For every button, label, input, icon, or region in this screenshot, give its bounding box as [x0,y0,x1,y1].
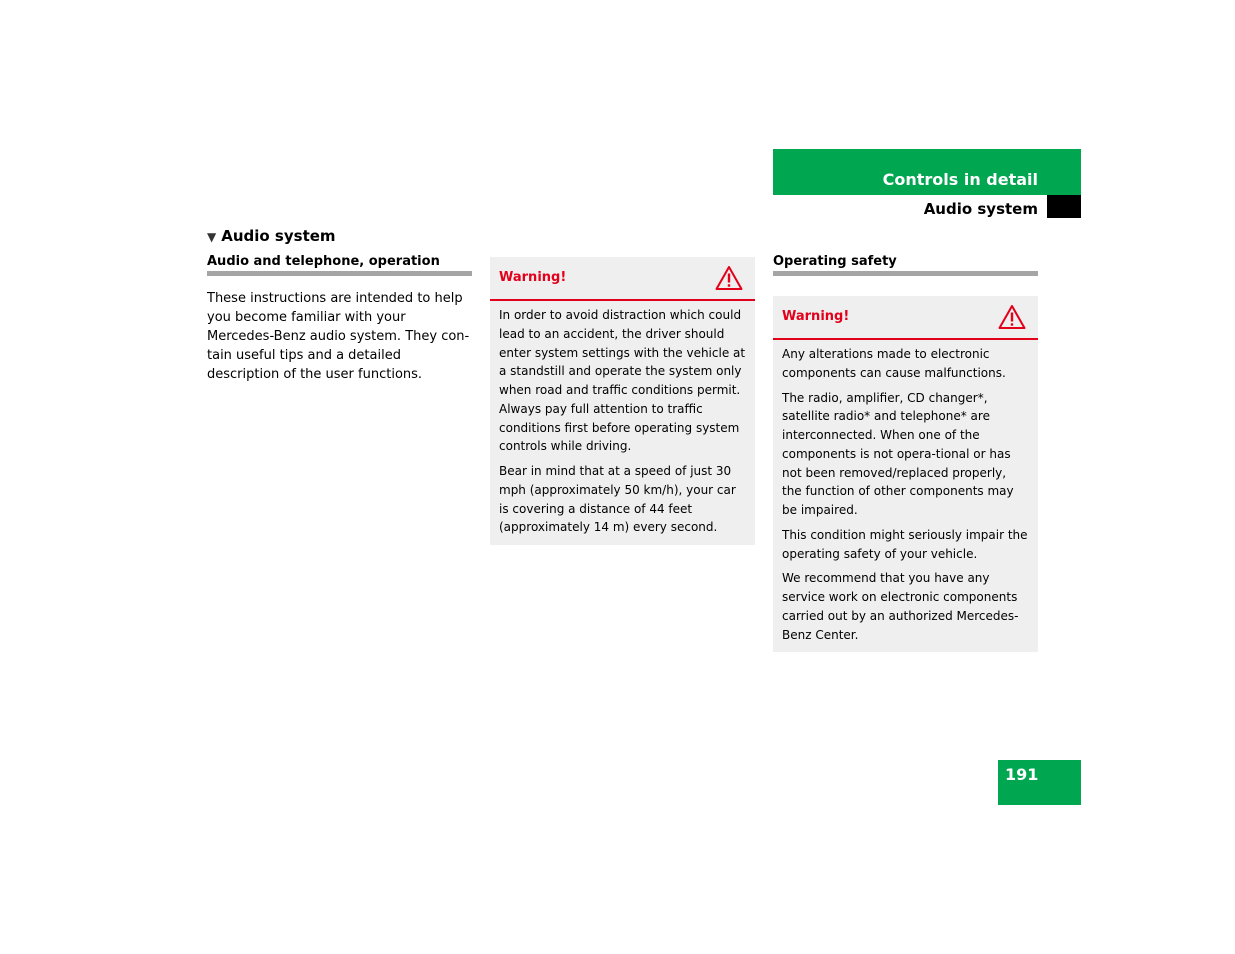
warning-label: Warning! [499,270,567,285]
subheading-operation: Audio and telephone, operation [207,254,440,269]
chapter-title: Controls in detail [882,170,1038,189]
warning-paragraph: In order to avoid distraction which could lead to an accident, the driver should enter system settings with the vehicle at a standstill and operate the system only when road and traffic conditions permit. Always pay full attention to traffic conditions first before operating system controls while driving. [499,308,746,454]
warning-triangle-icon [715,265,743,291]
warning-paragraph: We recommend that you have any service work on electronic components carried out by an authorized Mercedes-Benz Center. [782,571,1019,642]
warning-body [490,301,755,545]
subheading-rule [773,271,1038,276]
section-tab-marker [1047,195,1081,218]
warning-box-distraction [490,257,755,545]
column-intro [207,254,472,384]
warning-paragraph: This condition might seriously impair the operating safety of your vehicle. [782,527,1028,561]
warning-paragraph: Any alterations made to electronic components can cause malfunctions. [782,347,1006,380]
page-number: 191 [1005,765,1039,784]
warning-triangle-icon [998,304,1026,330]
triangle-down-icon: ▼ [207,230,217,244]
intro-paragraph: These instructions are intended to help you become familiar with your Mercedes-Benz audio system. They con-tain useful tips and a detailed description of the user functions. [207,291,470,382]
intro-text [207,289,472,384]
page-number-box [998,760,1081,805]
section-tab-title: Audio system [923,200,1038,218]
subheading-rule [207,271,472,276]
section-heading-text: Audio system [221,227,336,245]
header-band [773,149,1081,195]
column-operating-safety [773,254,1038,276]
warning-header [490,257,755,301]
subheading-operating-safety: Operating safety [773,254,897,269]
warning-label: Warning! [782,309,850,324]
section-heading [207,227,336,245]
warning-body [773,340,1038,652]
warning-paragraph: Bear in mind that at a speed of just 30 mph (approximately 50 km/h), your car is covering a distance of 44 feet (approximately 14 m) every second. [499,464,736,535]
warning-box-electronics [773,296,1038,652]
warning-paragraph: The radio, amplifier, CD changer*, satellite radio* and telephone* are interconnected. When one of the components is not opera-tional or has not been removed/replaced properly, the function of other components may be impaired. [782,390,1014,517]
warning-header [773,296,1038,340]
